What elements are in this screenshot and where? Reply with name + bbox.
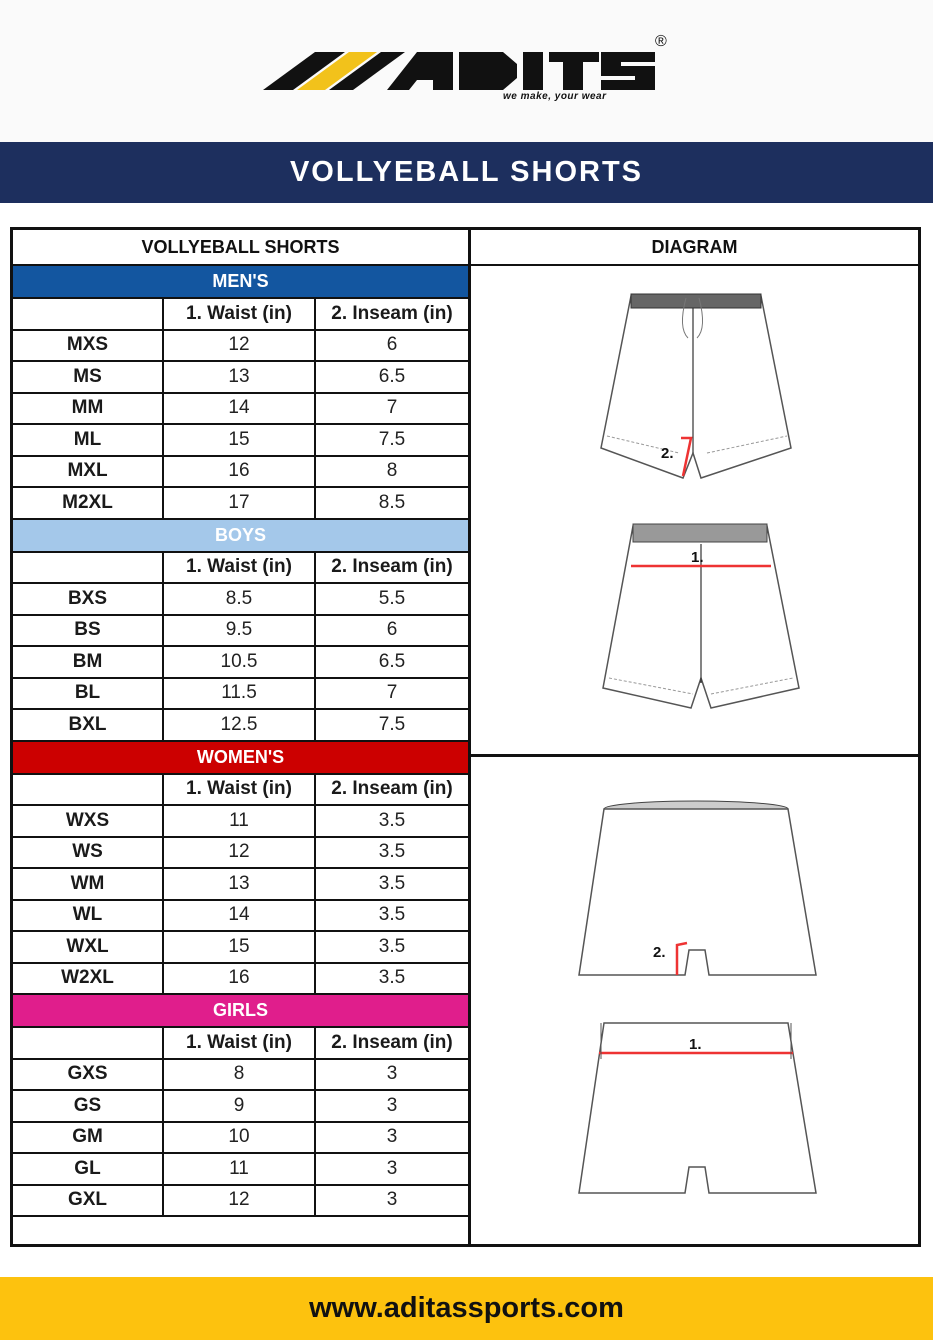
- table-row: [13, 425, 468, 457]
- table-row: [13, 964, 468, 996]
- inseam-cell: 3: [386, 1094, 398, 1116]
- column-header-cell: 2. Inseam (in): [331, 1031, 453, 1053]
- size-cell: MXL: [13, 457, 164, 487]
- inseam-cell: 6: [386, 334, 398, 356]
- inseam-cell: 3: [386, 1063, 398, 1085]
- table-row: [13, 1154, 468, 1186]
- table-row: [13, 1060, 468, 1092]
- inseam-cell: 3.5: [378, 841, 406, 863]
- inseam-cell: 3.5: [378, 872, 406, 894]
- inseam-cell: 7: [386, 682, 398, 704]
- inseam-cell: 3: [386, 1157, 398, 1179]
- size-cell: ML: [13, 425, 164, 455]
- inseam-cell: 3: [386, 1189, 398, 1211]
- size-cell: GS: [13, 1091, 164, 1121]
- inseam-cell: 3.5: [378, 967, 406, 989]
- column-header-cell: 2. Inseam (in): [331, 556, 453, 578]
- waist-cell: 9.5: [164, 616, 316, 646]
- size-cell: WXS: [13, 806, 164, 836]
- inseam-cell: 7.5: [378, 428, 406, 450]
- inseam-cell: 8.5: [378, 491, 406, 513]
- size-cell: WXL: [13, 932, 164, 962]
- table-row: [13, 488, 468, 520]
- size-cell: M2XL: [13, 488, 164, 518]
- column-header-cell: [13, 1028, 164, 1058]
- waist-cell: 10: [164, 1123, 316, 1153]
- womens-shorts-inseam-diagram: [471, 795, 918, 995]
- column-header-row: [13, 299, 468, 331]
- diagram-column: [468, 230, 918, 1244]
- table-row: [13, 901, 468, 933]
- column-header-cell: [13, 775, 164, 805]
- waist-cell: 16: [164, 457, 316, 487]
- column-header-cell: 1. Waist (in): [164, 775, 316, 805]
- table-row: [13, 647, 468, 679]
- table-row: [13, 457, 468, 489]
- size-cell: WM: [13, 869, 164, 899]
- table-header-right: DIAGRAM: [471, 230, 918, 266]
- size-cell: BXS: [13, 584, 164, 614]
- size-cell: MS: [13, 362, 164, 392]
- inseam-cell: 3.5: [378, 809, 406, 831]
- table-row: [13, 869, 468, 901]
- waist-cell: 8.5: [164, 584, 316, 614]
- table-header-left: VOLLYEBALL SHORTS: [13, 230, 468, 266]
- website-footer[interactable]: www.aditassports.com: [0, 1277, 933, 1340]
- section-band-girls: GIRLS: [13, 995, 468, 1028]
- waist-cell: 12: [164, 331, 316, 361]
- inseam-cell: 5.5: [378, 587, 406, 609]
- column-header-cell: [13, 299, 164, 329]
- waist-cell: 11: [164, 1154, 316, 1184]
- table-row: [13, 710, 468, 742]
- table-row: [13, 394, 468, 426]
- inseam-cell: 7: [386, 397, 398, 419]
- inseam-cell: 3.5: [378, 935, 406, 957]
- waist-label-boys: 1.: [691, 549, 704, 566]
- inseam-label-women: 2.: [653, 944, 666, 961]
- inseam-cell: 6: [386, 619, 398, 641]
- diagram-divider: [471, 754, 918, 757]
- size-cell: WS: [13, 838, 164, 868]
- table-row: [13, 616, 468, 648]
- size-cell: BM: [13, 647, 164, 677]
- logo-area: [0, 0, 933, 142]
- size-cell: BL: [13, 679, 164, 709]
- waist-cell: 12.5: [164, 710, 316, 740]
- table-row: [13, 1091, 468, 1123]
- size-cell: MM: [13, 394, 164, 424]
- brand-tagline: we make, your wear: [503, 91, 607, 102]
- waist-cell: 8: [164, 1060, 316, 1090]
- waist-cell: 13: [164, 869, 316, 899]
- table-row: [13, 1186, 468, 1218]
- inseam-cell: 7.5: [378, 713, 406, 735]
- registered-mark: ®: [655, 33, 667, 50]
- column-header-cell: 1. Waist (in): [164, 553, 316, 583]
- waist-cell: 13: [164, 362, 316, 392]
- column-header-cell: 1. Waist (in): [164, 299, 316, 329]
- size-cell: WL: [13, 901, 164, 931]
- column-header-cell: [13, 553, 164, 583]
- inseam-cell: 3.5: [378, 904, 406, 926]
- waist-cell: 9: [164, 1091, 316, 1121]
- inseam-cell: 8: [386, 460, 398, 482]
- table-row: [13, 806, 468, 838]
- section-band-women-s: WOMEN'S: [13, 742, 468, 775]
- size-cell: GXS: [13, 1060, 164, 1090]
- inseam-label-men: 2.: [661, 445, 674, 462]
- column-header-row: [13, 553, 468, 585]
- waist-cell: 14: [164, 394, 316, 424]
- table-row: [13, 1123, 468, 1155]
- waist-cell: 12: [164, 838, 316, 868]
- inseam-cell: 3: [386, 1126, 398, 1148]
- waist-cell: 14: [164, 901, 316, 931]
- size-chart-sheet: [10, 227, 921, 1247]
- inseam-cell: 6.5: [378, 650, 406, 672]
- size-cell: GM: [13, 1123, 164, 1153]
- size-cell: GL: [13, 1154, 164, 1184]
- boys-shorts-waist-diagram: [471, 518, 918, 728]
- waist-cell: 11.5: [164, 679, 316, 709]
- table-row: [13, 679, 468, 711]
- waist-cell: 17: [164, 488, 316, 518]
- section-band-men-s: MEN'S: [13, 266, 468, 299]
- waist-cell: 15: [164, 425, 316, 455]
- size-cell: GXL: [13, 1186, 164, 1216]
- column-header-row: [13, 1028, 468, 1060]
- waist-cell: 16: [164, 964, 316, 994]
- table-row: [13, 838, 468, 870]
- size-cell: BS: [13, 616, 164, 646]
- size-cell: MXS: [13, 331, 164, 361]
- section-band-boys: BOYS: [13, 520, 468, 553]
- girls-shorts-waist-diagram: [471, 1015, 918, 1215]
- aditas-logo: [255, 30, 655, 98]
- waist-cell: 11: [164, 806, 316, 836]
- waist-cell: 15: [164, 932, 316, 962]
- size-cell: BXL: [13, 710, 164, 740]
- waist-label-girls: 1.: [689, 1036, 702, 1053]
- waist-cell: 12: [164, 1186, 316, 1216]
- size-cell: W2XL: [13, 964, 164, 994]
- waist-cell: 10.5: [164, 647, 316, 677]
- column-header-cell: 1. Waist (in): [164, 1028, 316, 1058]
- table-row: [13, 362, 468, 394]
- table-row: [13, 331, 468, 363]
- page-title: VOLLYEBALL SHORTS: [0, 142, 933, 203]
- inseam-cell: 6.5: [378, 365, 406, 387]
- table-row: [13, 932, 468, 964]
- table-row: [13, 584, 468, 616]
- size-table: [13, 230, 468, 1217]
- column-header-cell: 2. Inseam (in): [331, 302, 453, 324]
- mens-shorts-inseam-diagram: [471, 268, 918, 508]
- column-header-row: [13, 775, 468, 807]
- column-header-cell: 2. Inseam (in): [331, 778, 453, 800]
